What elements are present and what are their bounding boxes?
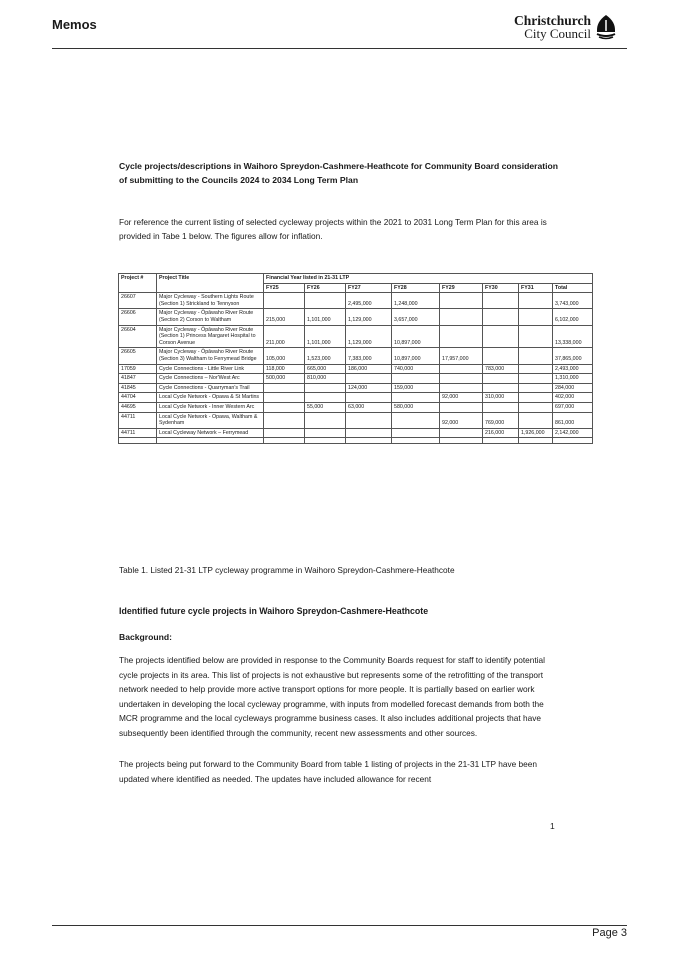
value-cell: 3,743,000 [553,293,593,309]
value-cell: 500,000 [264,374,305,384]
project-title-cell: Local Cycle Network - Inner Western Arc [157,402,264,412]
table-row [119,428,593,438]
table-row [119,383,593,393]
section-heading: Identified future cycle projects in Waihoro Spreydon-Cashmere-Heathcote [119,606,429,616]
value-cell [440,402,483,412]
value-cell [483,374,519,384]
value-cell: 580,000 [392,402,440,412]
header-title: Memos [52,17,97,32]
value-cell [392,412,440,428]
value-cell: 92,000 [440,412,483,428]
value-cell: 810,000 [305,374,346,384]
col-header-title: Project Title [157,274,264,293]
value-cell [519,309,553,325]
footer-page-label: Page 3 [592,927,627,939]
col-header-year: FY26 [305,283,346,293]
header-rule [52,48,627,49]
value-cell: 105,000 [264,348,305,364]
value-cell [305,412,346,428]
project-title-cell: Major Cycleway - Ōpāwaho River Route (Section 2) Corson to Waltham [157,309,264,325]
value-cell [440,374,483,384]
value-cell: 186,000 [346,364,392,374]
value-cell: 13,338,000 [553,325,593,348]
value-cell: 159,000 [392,383,440,393]
value-cell: 665,000 [305,364,346,374]
background-heading: Background: [119,632,172,642]
value-cell: 1,248,000 [392,293,440,309]
value-cell [392,374,440,384]
value-cell [519,364,553,374]
value-cell [519,325,553,348]
value-cell: 92,000 [440,393,483,403]
value-cell [440,364,483,374]
table-row [119,393,593,403]
value-cell [483,325,519,348]
value-cell [440,428,483,438]
value-cell [519,374,553,384]
value-cell: 124,000 [346,383,392,393]
value-cell [264,383,305,393]
col-header-year: FY28 [392,283,440,293]
background-paragraph-2: The projects being put forward to the Community Board from table 1 listing of projects in the 21-31 LTP have been updated where identified as needed. The updates have included allowance for recent [119,759,537,784]
value-cell: 1,101,000 [305,309,346,325]
project-number-cell: 26607 [119,293,157,309]
value-cell [346,374,392,384]
value-cell [264,412,305,428]
value-cell: 215,000 [264,309,305,325]
value-cell [346,412,392,428]
value-cell: 769,000 [483,412,519,428]
cathedral-emblem-icon [595,14,617,40]
value-cell: 10,897,000 [392,325,440,348]
col-header-year: FY25 [264,283,305,293]
col-header-year: FY30 [483,283,519,293]
project-title-cell: Local Cycleway Network – Ferrymead [157,428,264,438]
value-cell: 1,129,000 [346,309,392,325]
empty-cell [157,438,264,444]
value-cell: 284,000 [553,383,593,393]
value-cell: 6,102,000 [553,309,593,325]
value-cell [264,402,305,412]
empty-cell [264,438,305,444]
col-header-project: Project # [119,274,157,293]
empty-cell [305,438,346,444]
value-cell: 861,000 [553,412,593,428]
project-number-cell: 26605 [119,348,157,364]
value-cell [305,428,346,438]
value-cell [440,293,483,309]
project-title-cell: Local Cycle Network - Opawa & St Martins [157,393,264,403]
value-cell [519,348,553,364]
project-number-cell: 26606 [119,309,157,325]
value-cell: 1,129,000 [346,325,392,348]
project-number-cell: 44695 [119,402,157,412]
cycleway-table [118,273,593,444]
value-cell: 7,383,000 [346,348,392,364]
logo-line1: Christchurch [513,13,591,28]
value-cell [483,293,519,309]
footer-rule [52,925,627,926]
empty-cell [519,438,553,444]
table-row [119,412,593,428]
value-cell: 118,000 [264,364,305,374]
value-cell: 17,957,000 [440,348,483,364]
background-paragraph-1: The projects identified below are provided in response to the Community Boards request for staff to identify potential cycle projects in its area. This list of projects is not exhaustive but represents some of the retrofitting of the transport network needed to help provide more active transport options for more people. It is partially based on earlier work undertaken in developing the local cycleway programme, with inputs from modelled forecast demands from both the MCR programme and the local cycleways programme business cases. It also includes additional projects that have subsequently been identified through the community, recent new assessments and other sources. [119,655,545,738]
table-row [119,348,593,364]
empty-cell [392,438,440,444]
empty-cell [440,438,483,444]
value-cell: 3,657,000 [392,309,440,325]
value-cell: 55,000 [305,402,346,412]
value-cell: 10,897,000 [392,348,440,364]
value-cell: 2,495,000 [346,293,392,309]
value-cell [305,293,346,309]
value-cell [519,383,553,393]
logo-line2: City Council [524,26,591,41]
table-row-empty [119,438,593,444]
value-cell: 1,310,000 [553,374,593,384]
project-title-cell: Cycle Connections – Nor'West Arc [157,374,264,384]
project-number-cell: 41845 [119,383,157,393]
value-cell [346,428,392,438]
value-cell: 1,926,000 [519,428,553,438]
inner-page-number: 1 [550,821,555,831]
table-row [119,402,593,412]
value-cell [440,325,483,348]
value-cell [483,383,519,393]
value-cell [519,402,553,412]
value-cell: 402,000 [553,393,593,403]
project-number-cell: 26604 [119,325,157,348]
col-header-year: FY27 [346,283,392,293]
value-cell [305,393,346,403]
value-cell [519,393,553,403]
value-cell [519,412,553,428]
value-cell [440,383,483,393]
table-caption: Table 1. Listed 21-31 LTP cycleway programme in Waihoro Spreydon-Cashmere-Heathcote [119,565,455,575]
empty-cell [483,438,519,444]
project-title-cell: Cycle Connections - Little River Link [157,364,264,374]
value-cell: 740,000 [392,364,440,374]
value-cell [392,428,440,438]
value-cell [264,293,305,309]
value-cell: 2,142,000 [553,428,593,438]
table-row [119,374,593,384]
value-cell [483,348,519,364]
table-row [119,325,593,348]
project-number-cell: 44704 [119,393,157,403]
col-header-year: FY29 [440,283,483,293]
project-title-cell: Major Cycleway - Ōpāwaho River Route (Section 1) Princess Margaret Hospital to Corson Avenue [157,325,264,348]
empty-cell [553,438,593,444]
project-number-cell: 17059 [119,364,157,374]
value-cell [392,393,440,403]
value-cell: 37,865,000 [553,348,593,364]
value-cell: 216,000 [483,428,519,438]
value-cell: 211,000 [264,325,305,348]
empty-cell [119,438,157,444]
table-row [119,293,593,309]
doc-heading: Cycle projects/descriptions in Waihoro Spreydon-Cashmere-Heathcote for Community Board consideration of submitting to the Councils 2024 to 2034 Long Term Plan [119,161,558,185]
empty-cell [346,438,392,444]
value-cell [305,383,346,393]
value-cell [264,428,305,438]
value-cell: 2,493,000 [553,364,593,374]
council-logo [514,14,617,40]
col-header-year: Total [553,283,593,293]
project-number-cell: 44711 [119,428,157,438]
table-row [119,364,593,374]
value-cell: 310,000 [483,393,519,403]
project-title-cell: Local Cycle Network - Opawa, Waltham & Sydenham [157,412,264,428]
value-cell [483,402,519,412]
table-row [119,309,593,325]
value-cell [483,309,519,325]
value-cell: 63,000 [346,402,392,412]
project-title-cell: Major Cycleway - Ōpāwaho River Route (Section 3) Waltham to Ferrymead Bridge [157,348,264,364]
col-header-year: FY31 [519,283,553,293]
project-title-cell: Cycle Connections - Quarryman's Trail [157,383,264,393]
project-number-cell: 41847 [119,374,157,384]
project-number-cell: 44711 [119,412,157,428]
intro-paragraph: For reference the current listing of selected cycleway projects within the 2021 to 2031 Long Term Plan for this area is provided in Tabe 1 below. The figures allow for inflation. [119,217,547,241]
value-cell [346,393,392,403]
value-cell: 1,101,000 [305,325,346,348]
value-cell: 1,523,000 [305,348,346,364]
project-title-cell: Major Cycleway - Southern Lights Route (Section 1) Strickland to Tennyson [157,293,264,309]
value-cell [519,293,553,309]
col-header-financial-year: Financial Year listed in 21-31 LTP [264,274,593,284]
value-cell: 697,000 [553,402,593,412]
value-cell: 783,000 [483,364,519,374]
value-cell [264,393,305,403]
value-cell [440,309,483,325]
